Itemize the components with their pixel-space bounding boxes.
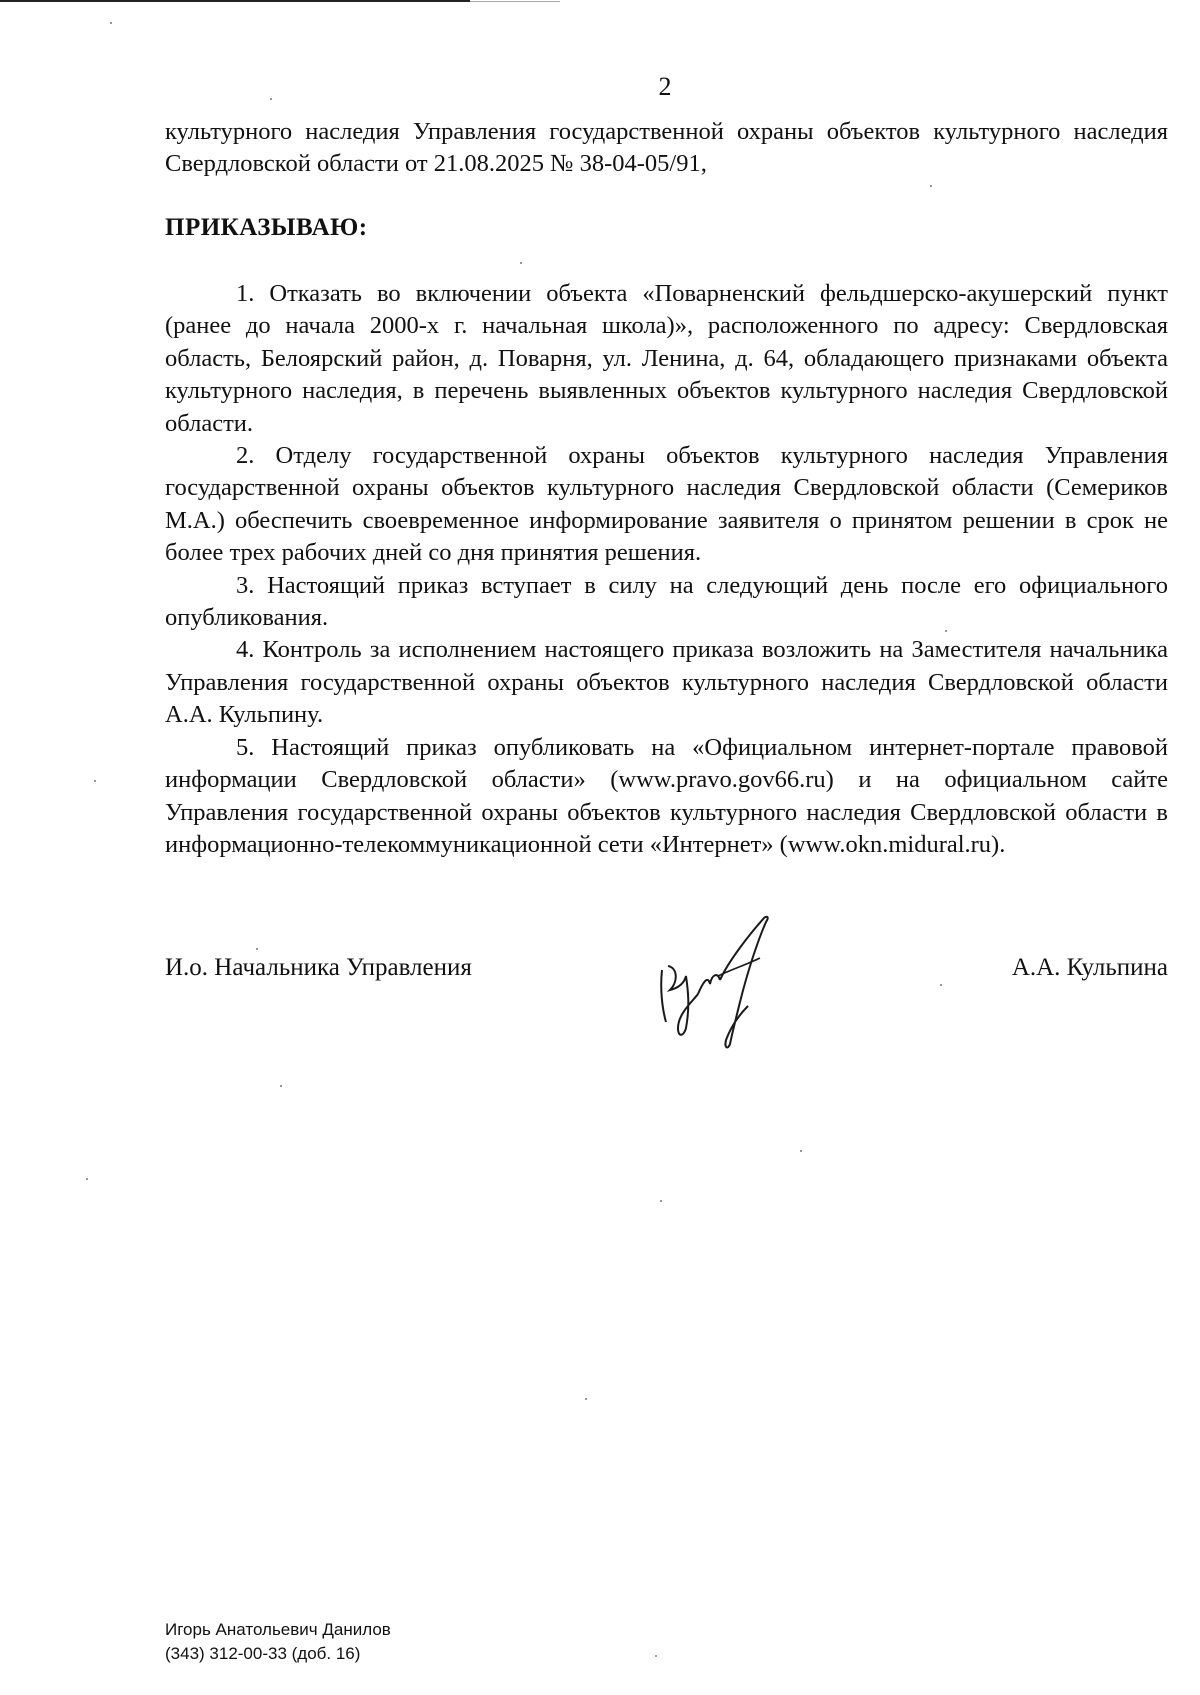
order-item-1: 1. Отказать во включении объекта «Поварненский фельдшерско-акушерский пункт (ранее до начала 2000-х г. начальная школа)», расположенного по адресу: Свердловская область, Белоярский район, д. Поварня, ул. Ленина, д. 64, обладающего признаками объекта культурного наследия, в перечень выявленных объектов культурного наследия Свердловской области. [165, 280, 1168, 437]
handwritten-signature [648, 910, 788, 1050]
scan-speck [280, 1085, 282, 1087]
scan-speck [256, 948, 258, 950]
contact-phone: (343) 312-00-33 (доб. 16) [165, 1644, 361, 1663]
signatory-name: А.А. Кульпина [1011, 954, 1168, 981]
scan-speck [520, 262, 522, 264]
scan-speck [270, 98, 272, 100]
order-heading: ПРИКАЗЫВАЮ: [165, 214, 368, 241]
scan-speck [94, 780, 96, 782]
scan-edge-line [0, 0, 470, 2]
order-item-3: 3. Настоящий приказ вступает в силу на следующий день после его официального опубликования. [165, 571, 1168, 632]
page-number: 2 [658, 72, 672, 101]
scan-speck [945, 630, 947, 632]
order-item-2: 2. Отделу государственной охраны объектов культурного наследия Управления государственной охраны объектов культурного наследия Свердловской области (Семериков М.А.) обеспечить своевременное информирование заявителя о принятом решении в срок не более трех рабочих дней со дня принятия решения. [165, 442, 1168, 567]
scan-speck [86, 1178, 88, 1180]
scan-speck [655, 1655, 657, 1657]
scan-speck [940, 984, 942, 986]
scan-speck [585, 1398, 587, 1400]
contact-footer [165, 1618, 391, 1666]
scan-speck [800, 1150, 802, 1152]
intro-text: культурного наследия Управления государственной охраны объектов культурного наследия Свердловской области от 21.08.2025 № 38-04-05/91, [165, 118, 1168, 178]
contact-name: Игорь Анатольевич Данилов [165, 1620, 391, 1639]
signatory-title: И.о. Начальника Управления [165, 954, 472, 981]
order-items [165, 278, 1168, 861]
order-item-4: 4. Контроль за исполнением настоящего приказа возложить на Заместителя начальника Управления государственной охраны объектов культурного наследия Свердловской области А.А. Кульпину. [165, 636, 1168, 729]
order-item-5: 5. Настоящий приказ опубликовать на «Официальном интернет-портале правовой информации Свердловской области» (www.pravo.gov66.ru) и на официальном сайте Управления государственной охраны объектов культурного наследия Свердловской области в информационно-телекоммуникационной сети «Интернет» (www.okn.midural.ru). [165, 733, 1168, 858]
scan-speck [660, 1200, 662, 1202]
scan-speck [110, 22, 112, 24]
scan-speck [930, 185, 932, 187]
intro-paragraph [165, 116, 1168, 181]
scan-edge-line-faint [470, 1, 560, 2]
